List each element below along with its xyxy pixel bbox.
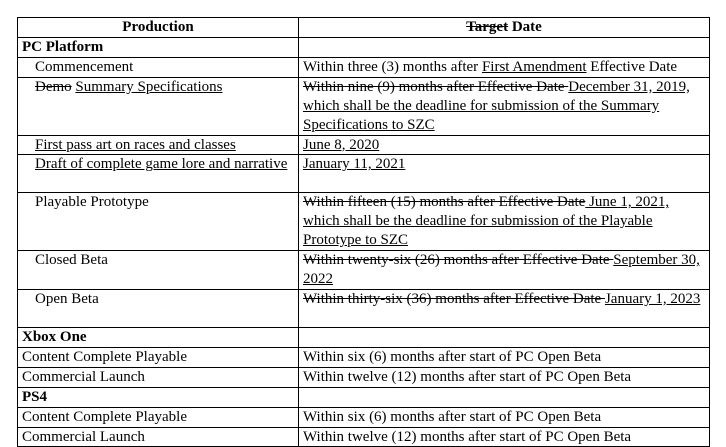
milestone-ps4-content-complete: Content Complete Playable — [18, 407, 299, 427]
section-empty-cell — [299, 38, 710, 58]
table-row — [18, 289, 710, 327]
section-title-xbox: Xbox One — [18, 327, 299, 347]
milestone-commencement: Commencement — [18, 57, 299, 77]
inserted-text: Draft of complete game lore and narrative — [35, 156, 288, 173]
table-row — [18, 193, 710, 251]
section-title-ps4: PS4 — [18, 387, 299, 407]
header-production: Production — [18, 18, 299, 38]
header-struck-target: Target — [466, 19, 509, 35]
date-closed-beta — [299, 251, 710, 290]
inserted-text: First pass art on races and classes — [35, 136, 236, 153]
section-title-pc: PC Platform — [18, 38, 299, 58]
deleted-text: Demo — [35, 78, 72, 95]
inserted-text: December 31, 2019, which shall be the deadline for submission of the Summary Specifications to SZC — [303, 78, 690, 133]
milestone-lore-draft — [18, 155, 299, 193]
milestone-ps4-commercial-launch: Commercial Launch — [18, 427, 299, 447]
deleted-text: Within twenty-six (26) months after Effective Date — [303, 252, 614, 269]
date-text: Effective Date — [586, 58, 678, 75]
section-row-ps4 — [18, 387, 710, 407]
milestone-open-beta: Open Beta — [18, 289, 299, 327]
milestone-playable-prototype: Playable Prototype — [18, 193, 299, 251]
header-target-date — [299, 18, 710, 38]
schedule-table — [17, 17, 710, 447]
inserted-text: June 8, 2020 — [303, 136, 380, 153]
header-row — [18, 18, 710, 38]
date-summary-specifications — [299, 77, 710, 135]
milestone-first-pass-art — [18, 135, 299, 155]
date-xbox-commercial-launch: Within twelve (12) months after start of PC Open Beta — [299, 367, 710, 387]
table-row — [18, 135, 710, 155]
table-row — [18, 155, 710, 193]
deleted-text: Within thirty-six (36) months after Effective Date — [303, 290, 605, 307]
table-row — [18, 77, 710, 135]
date-xbox-content-complete: Within six (6) months after start of PC Open Beta — [299, 347, 710, 367]
date-ps4-content-complete: Within six (6) months after start of PC Open Beta — [299, 407, 710, 427]
inserted-text: January 1, 2023 — [604, 290, 701, 307]
table-row — [18, 427, 710, 447]
section-empty-cell — [299, 327, 710, 347]
section-row-pc — [18, 38, 710, 58]
inserted-text: January 11, 2021 — [303, 156, 406, 173]
inserted-text: First Amendment — [481, 58, 587, 75]
date-lore-draft — [299, 155, 710, 193]
deleted-text: Within nine (9) months after Effective Date — [303, 78, 569, 95]
table-row — [18, 407, 710, 427]
date-open-beta — [299, 289, 710, 327]
inserted-text: September 30, 2022 — [303, 252, 700, 288]
date-ps4-commercial-launch: Within twelve (12) months after start of PC Open Beta — [299, 427, 710, 447]
date-playable-prototype — [299, 193, 710, 251]
header-date: Date — [508, 19, 542, 35]
milestone-closed-beta: Closed Beta — [18, 251, 299, 290]
section-row-xbox — [18, 327, 710, 347]
date-text: Within three (3) months after — [303, 58, 482, 75]
table-row — [18, 347, 710, 367]
table-row — [18, 251, 710, 290]
inserted-text: June 1, 2021, which shall be the deadline for submission of the Playable Prototype to SZC — [303, 194, 670, 249]
date-first-pass-art — [299, 135, 710, 155]
table-row — [18, 367, 710, 387]
date-commencement — [299, 57, 710, 77]
section-empty-cell — [299, 387, 710, 407]
milestone-xbox-content-complete: Content Complete Playable — [18, 347, 299, 367]
table-row — [18, 57, 710, 77]
milestone-summary-specifications — [18, 77, 299, 135]
deleted-text: Within fifteen (15) months after Effective Date — [303, 194, 586, 211]
inserted-text: Summary Specifications — [75, 78, 223, 95]
milestone-xbox-commercial-launch: Commercial Launch — [18, 367, 299, 387]
